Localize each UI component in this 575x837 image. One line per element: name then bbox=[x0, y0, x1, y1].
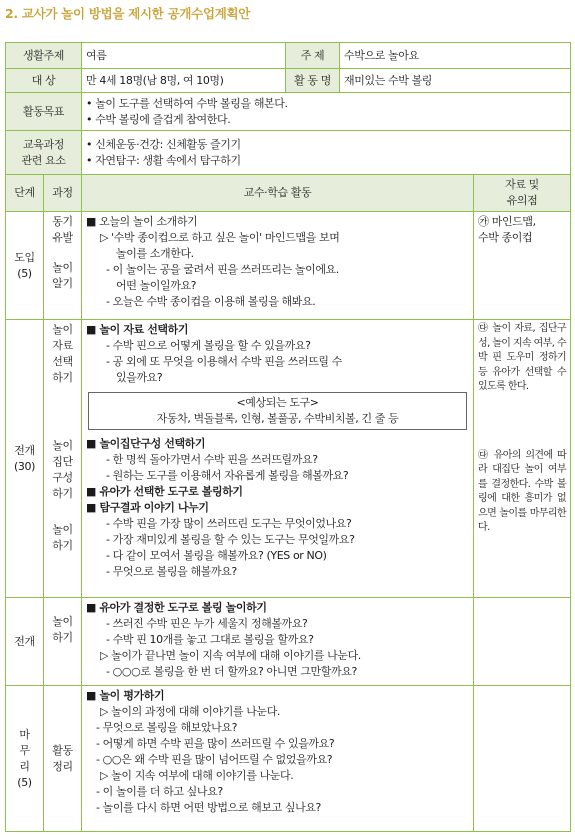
develop-stage: 전개 (30) bbox=[6, 320, 44, 598]
teacher-note: ㉰ 유아의 의견에 따라 대집단 놀이 여부를 결정한다. 수박 볼링에 대한 흥미가 없으면 놀이를 마무리한다. bbox=[478, 449, 567, 533]
subject-label: 생활주제 bbox=[6, 43, 82, 69]
topic-value: 수박으로 놀아요 bbox=[340, 43, 571, 69]
activity-heading: ■ 놀이집단구성 선택하기 bbox=[86, 436, 469, 452]
activity-question: - 이 놀이는 공을 굴려서 핀을 쓰러뜨리는 놀이에요. bbox=[86, 262, 469, 278]
activity-step-cont: 놀이를 소개한다. bbox=[116, 247, 194, 260]
header-process: 과정 bbox=[44, 175, 82, 212]
target-label: 대 상 bbox=[6, 69, 82, 93]
target-value: 만 4세 18명(남 8명, 여 10명) bbox=[82, 69, 286, 93]
goal-list bbox=[82, 93, 571, 131]
closing-activity bbox=[82, 686, 474, 832]
activity-question: - 원하는 도구를 이용해서 자유롭게 볼링을 해볼까요? bbox=[86, 468, 469, 484]
closing-materials bbox=[474, 686, 571, 832]
develop-row-1 bbox=[6, 320, 571, 598]
activity-question: - 무엇으로 볼링을 해보았나요? bbox=[86, 720, 469, 736]
closing-stage: 마 무 리 (5) bbox=[6, 686, 44, 832]
info-row-target bbox=[6, 69, 571, 93]
closing-process: 활동 정리 bbox=[44, 686, 82, 832]
intro-materials: ㉮ 마인드맵, 수박 종이컵 bbox=[474, 212, 571, 320]
develop2-stage: 전개 bbox=[6, 598, 44, 686]
curriculum-list bbox=[82, 131, 571, 175]
expected-tools-box bbox=[88, 392, 467, 430]
activity-question: - 놀이를 다시 하면 어떤 방법으로 해보고 싶나요? bbox=[86, 800, 469, 816]
develop-activity bbox=[82, 320, 474, 598]
activity-question: - 수박 핀을 가장 많이 쓰러뜨린 도구는 무엇이었나요? bbox=[86, 516, 469, 532]
header-stage: 단계 bbox=[6, 175, 44, 212]
expected-tools-items: 자동차, 벽돌블록, 인형, 볼풀공, 수박비치볼, 긴 줄 등 bbox=[156, 412, 399, 425]
develop2-process: 놀이 하기 bbox=[44, 598, 82, 686]
develop2-activity bbox=[82, 598, 474, 686]
expected-tools-title: <예상되는 도구> bbox=[236, 396, 319, 409]
curriculum-label: 교육과정 관련 요소 bbox=[6, 131, 82, 175]
intro-stage: 도입 (5) bbox=[6, 212, 44, 320]
info-row-goals bbox=[6, 93, 571, 131]
activity-question: - ○○은 왜 수박 핀을 많이 넘어뜨릴 수 없었을까요? bbox=[86, 752, 469, 768]
curriculum-item: • 자연탐구: 생활 속에서 탐구하기 bbox=[86, 153, 566, 169]
activity-question: - 공 외에 또 무엇을 이용해서 수박 핀을 쓰러뜨릴 수 bbox=[86, 354, 469, 370]
lesson-plan-table bbox=[5, 42, 571, 832]
intro-activity bbox=[82, 212, 474, 320]
activity-question: - 어떻게 하면 수박 핀을 많이 쓰러뜨릴 수 있을까요? bbox=[86, 736, 469, 752]
page-title: 2. 교사가 놀이 방법을 제시한 공개수업계획안 bbox=[5, 6, 251, 21]
activity-question: - 다 같이 모여서 볼링을 해볼까요? (YES or NO) bbox=[86, 548, 469, 564]
goal-item: • 놀이 도구를 선택하여 수박 볼링을 해본다. bbox=[86, 96, 566, 112]
activity-question: - ○○○로 볼링을 한 번 더 할까요? 아니면 그만할까요? bbox=[86, 664, 469, 680]
header-activity: 교수·학습 활동 bbox=[82, 175, 474, 212]
activity-heading: ■ 놀이 평가하기 bbox=[86, 688, 469, 704]
activity-step: ▷ 놀이의 과정에 대해 이야기를 나눈다. bbox=[86, 704, 469, 720]
curriculum-item: • 신체운동·건강: 신체활동 즐기기 bbox=[86, 137, 566, 153]
activity-question: - 무엇으로 볼링을 해볼까요? bbox=[86, 564, 469, 580]
goal-label: 활동목표 bbox=[6, 93, 82, 131]
activity-question: - 이 놀이를 더 하고 싶나요? bbox=[86, 784, 469, 800]
activity-question: - 수박 핀으로 어떻게 볼링을 할 수 있을까요? bbox=[86, 338, 469, 354]
info-row-subject bbox=[6, 43, 571, 69]
column-header-row bbox=[6, 175, 571, 212]
activity-step: ▷ 놀이가 끝나면 놀이 지속 여부에 대해 이야기를 나눈다. bbox=[86, 648, 469, 664]
activity-question: - 오늘은 수박 종이컵을 이용해 볼링을 해봐요. bbox=[86, 294, 469, 310]
activity-label: 활 동 명 bbox=[286, 69, 340, 93]
activity-question: - 쓰러진 수박 핀은 누가 세울지 정해볼까요? bbox=[86, 616, 469, 632]
teacher-note: ㉰ 놀이 자료, 집단구성, 놀이 지속 여부, 수박 핀 도우미 정하기 등 유아가 선택할 수 있도록 한다. bbox=[478, 323, 567, 392]
info-row-curriculum bbox=[6, 131, 571, 175]
activity-step: ▷ '수박 종이컵으로 하고 싶은 놀이' 마인드맵을 보며 bbox=[86, 230, 469, 246]
activity-heading: ■ 오늘의 놀이 소개하기 bbox=[86, 214, 469, 230]
header-materials: 자료 및 유의점 bbox=[474, 175, 571, 212]
activity-heading: ■ 놀이 자료 선택하기 bbox=[86, 322, 469, 338]
subject-value: 여름 bbox=[82, 43, 286, 69]
topic-label: 주 제 bbox=[286, 43, 340, 69]
activity-question: - 한 명씩 돌아가면서 수박 핀을 쓰러뜨릴까요? bbox=[86, 452, 469, 468]
intro-row bbox=[6, 212, 571, 320]
activity-question-cont: 있을까요? bbox=[116, 371, 163, 384]
develop-process: 놀이 자료 선택 하기 놀이 집단 구성 하기 놀이 하기 bbox=[44, 320, 82, 598]
activity-question-cont: 어떤 놀이일까요? bbox=[116, 279, 197, 292]
develop2-materials bbox=[474, 598, 571, 686]
activity-heading: ■ 탐구결과 이야기 나누기 bbox=[86, 500, 469, 516]
intro-process: 동기 유발 놀이 알기 bbox=[44, 212, 82, 320]
closing-row bbox=[6, 686, 571, 832]
activity-question: - 수박 핀 10개를 놓고 그대로 볼링을 할까요? bbox=[86, 632, 469, 648]
develop-materials bbox=[474, 320, 571, 598]
activity-heading: ■ 유아가 선택한 도구로 볼링하기 bbox=[86, 484, 469, 500]
activity-question: - 가장 재미있게 볼링을 할 수 있는 도구는 무엇일까요? bbox=[86, 532, 469, 548]
activity-step: ▷ 놀이 지속 여부에 대해 이야기를 나눈다. bbox=[86, 768, 469, 784]
activity-heading: ■ 유아가 결정한 도구로 볼링 놀이하기 bbox=[86, 600, 469, 616]
goal-item: • 수박 볼링에 즐겁게 참여한다. bbox=[86, 112, 566, 128]
develop-row-2 bbox=[6, 598, 571, 686]
activity-value: 재미있는 수박 볼링 bbox=[340, 69, 571, 93]
